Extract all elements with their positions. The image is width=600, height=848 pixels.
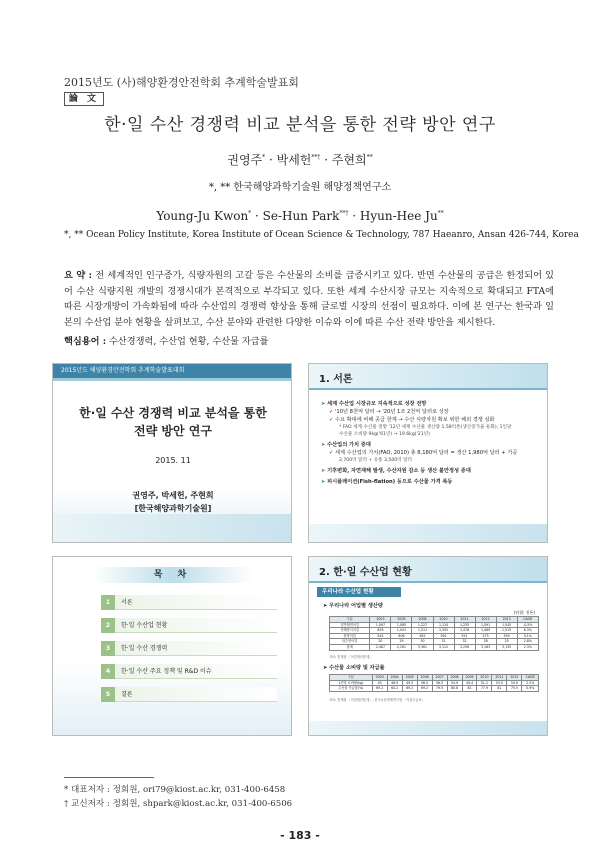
table-cell: 75.5 [507,686,522,692]
slide-main-title [53,404,292,440]
table-header-cell: 2012 [507,675,522,681]
slide-footer-decoration [309,524,548,542]
toc-item-number: 1 [101,595,115,610]
table-header-cell: CAGR [522,675,539,681]
toc-item [101,595,277,610]
table-cell: 56.5 [432,680,447,686]
abstract-text: 전 세계적인 인구증가, 식량자원의 고갈 등은 수산물의 소비를 급증시키고 있다. 반면 수산물의 공급은 한정되어 있어 수산 식량지원 개발의 경쟁시대가 본격적으로 부각되고 있다. 또한 세계 수산시장 규모는 지속적으로 확대되고 FTA에 따른 시장개방이 가속화됨에 따라 수산업의 경쟁력 향상을 통해 글로벌 시장의 선점이 필요하다. 이에 본 연구는 한국과 일본의 수산업 분야 현황을 살펴보고, 수산 분야와 관련한 다양한 이슈와 이에 따른 수산 전략 방안을 제시한다. [64,270,555,328]
author-3-en-mark: ** [437,210,444,217]
toc-item [101,641,277,656]
slide-introduction [308,363,548,543]
table1-unit: (단위: 천톤) [513,610,535,615]
table-cell: 69.2 [417,686,432,692]
affiliation-english: *, ** Ocean Policy Institute, Korea Institute of Ocean Science & Technology, 787 Haeanro, Ansan 426-744, Korea [64,230,579,240]
footnote-rule [64,777,154,778]
author-3: 주현희 [331,153,367,167]
intro-bullet-item: ✓ '10년 8천억 달러 → '20년 1조 2천억 달러로 성장 [321,408,543,416]
table-cell: 1,478 [454,628,475,634]
table-cell: 64.2 [387,686,402,692]
author-1-mark: * [262,154,266,161]
toc-item [101,618,277,633]
author-2-en-mark: **† [339,210,349,217]
table-cell: 천해양식어업 [330,628,370,634]
slide-author-names: 권영주, 박세헌, 주현희 [132,491,214,500]
affiliation-korean: *, ** 한국해양과학기술원 해양정책연구소 [208,182,392,193]
author-2-mark: **† [311,154,321,161]
slide-affiliation: [한국해양과학기술원] [134,504,212,513]
table-cell: 3,183 [475,644,496,650]
paper-title: 한·일 수산 경쟁력 비교 분석을 통한 전략 방안 연구 [104,115,496,135]
slide-header [309,364,548,390]
table-cell: 51.2 [477,680,492,686]
table1-caption-text: 우리나라 어업별 생산량 [329,603,383,609]
table2-source: 자료: 통계청 「어업생산통계」, 한국농촌경제연구원 「식품수급표」 [329,698,425,702]
table-cell: 54.9 [507,680,522,686]
intro-bullet-item: * FAO 세계 수산물 전망 '12년 세계 수산물 생산량 1.58억톤(생산증가율 둔화), 1인당 [339,425,512,430]
toc-item [101,664,277,679]
table-header-cell: 2011 [454,617,475,623]
table-cell: 54.9 [447,680,462,686]
toc-item-number: 2 [101,618,115,633]
toc-item [101,687,277,702]
table-header-cell: 구분 [330,675,373,681]
slide-header [309,557,548,583]
toc-item-label: 한·일 수산 주요 정책 및 R&D 이슈 [121,668,212,675]
author-3-mark: ** [366,154,373,161]
intro-bullet-item: ➤ 기후변화, 자연재해 발생, 수산자원 감소 등 생산 불안정성 증대 [321,467,543,475]
keywords-label: 핵심용어 : [64,336,107,347]
table-cell: 1,045 [496,622,517,628]
table-cell: 575 [475,633,496,639]
table-cell: 29 [391,639,412,645]
table-header-cell: 2008 [447,675,462,681]
table-cell: 1,511 [412,628,433,634]
slide-footer-decoration [309,721,548,735]
separator: · [348,209,360,223]
table-cell: 49.4 [462,680,477,686]
table-cell: 81 [462,686,477,692]
slide-status [308,556,548,736]
toc-item-label: 결론 [121,691,133,698]
table-cell: 1인당 소비량(kg) [330,680,373,686]
table-cell: 1,097 [370,622,391,628]
author-3-en: Hyun-Hee Ju [359,209,438,223]
intro-bullet-item: ➤ 세계 수산업 시장규모 지속적으로 성장 전망 [321,400,543,408]
table-cell: 내수면어업 [330,639,370,645]
table-cell: 45 [372,680,387,686]
author-1: 권영주 [227,153,263,167]
footnote-author: † 교신저자 : 정회원, shpark@kiost.ac.kr, 031-400-6506 [64,799,293,809]
table1-source: 자료: 통계청 「어업생산통계」 [329,655,373,659]
separator: · [320,153,332,167]
table-row [330,686,539,692]
slide-heading: 1. 서론 [319,374,353,385]
table-cell: 606 [391,633,412,639]
table-cell: 2,161 [391,644,412,650]
table-row [330,644,539,650]
table-cell: 6.3% [517,628,538,634]
table-header-cell: 2010 [477,675,492,681]
table2-caption: ➤ 수산물 소비량 및 자급률 [323,665,385,671]
table-cell: 1,489 [475,628,496,634]
table-cell: 3,112 [433,644,454,650]
intro-bullet-item: ➤ 수산업의 가치 증대 [321,441,543,449]
table-cell: 3,256 [454,644,475,650]
table1-caption: ➤ 우리나라 어업별 생산량 [323,603,383,609]
table-cell: 1,091 [475,622,496,628]
header-rule [309,388,548,390]
table-cell: 28 [475,639,496,645]
table-header-cell: 2005 [391,617,412,623]
slide-title-line-2: 전략 방안 연구 [134,424,212,438]
table-cell: 수산물 자급률(%) [330,686,373,692]
toc-item-label: 한·일 수산 경쟁력 [121,645,168,652]
intro-bullet-item: ✓ 수요 확대에 비해 공급 한계 → 수산 식량자원 확보 위한 해외 경쟁 심화 [321,416,543,424]
authors-korean [0,151,600,168]
slide-title-line-1: 한·일 수산 경쟁력 비교 분석을 통한 [79,406,267,420]
table-cell: 1,235 [454,622,475,628]
authors-english [0,209,600,223]
table-cell: 1,515 [496,628,517,634]
table-cell: 3,361 [412,644,433,650]
toc-item-label: 서론 [121,599,133,606]
table-cell: 49.5 [402,680,417,686]
abstract-label: 요 약 : [64,270,93,281]
table-cell: 1,227 [412,622,433,628]
separator: · [251,209,263,223]
table-cell: 2.8% [517,639,538,645]
keywords-text: 수산경쟁력, 수산업 현황, 수산물 자급률 [109,336,269,347]
table-cell: 합계 [330,644,370,650]
table-cell: 550 [496,633,517,639]
toc-item-number: 3 [101,641,115,656]
table-header-cell: 2004 [387,675,402,681]
slide-title [52,363,292,543]
table-cell: 826 [370,628,391,634]
toc-item-number: 5 [101,687,115,702]
slide-authors [53,489,292,515]
table-cell: 56.5 [417,680,432,686]
table-header-cell: 2010 [433,617,454,623]
table-cell: 1,041 [391,628,412,634]
table-cell: 일반해면어업 [330,622,370,628]
table-cell: 545 [370,633,391,639]
slide-header-stripe [53,378,292,381]
intro-bullet-item: ✓ 세계 수산업의 가치(FAO, 2010) 총 8,180억 달러 = 생산 1,980억 달러 + 가공 [321,449,543,457]
table-cell: 77.9 [477,686,492,692]
table-header-cell: 2011 [492,675,507,681]
table-cell: 31 [433,639,454,645]
author-2-en: Se-Hun Park [262,209,340,223]
table-cell: 0.9% [522,686,539,692]
header-rule [309,581,548,583]
table-cell: 3,135 [496,644,517,650]
table-cell: 69.2 [402,686,417,692]
table-header-cell: 2013 [496,617,517,623]
table-cell: 1,134 [433,622,454,628]
table-header-cell: 2008 [412,617,433,623]
table2-caption-text: 수산물 소비량 및 자급률 [329,665,385,671]
table-header-cell: 2006 [417,675,432,681]
table-cell: 2.3% [517,644,538,650]
table-cell: 652 [412,633,433,639]
toc-item-number: 4 [101,664,115,679]
table-cell: 32 [454,639,475,645]
table-cell: 1,355 [433,628,454,634]
keywords [64,333,269,347]
table-header-cell: 구분 [330,617,370,623]
table-cell: 79.5 [432,686,447,692]
table-cell: 592 [433,633,454,639]
footnote-corresponding: * 대표저자 : 정회원, ori79@kiost.ac.kr, 031-400-6458 [64,785,286,795]
table-cell: 20 [370,639,391,645]
slide-heading: 2. 한·일 수산업 현황 [319,567,412,578]
table-cell: -0.5% [517,622,538,628]
table-header-cell: 2007 [432,675,447,681]
article-type-badge: 論 文 [64,92,104,106]
intro-bullet-item: 수산물 소비량 9kg('61년) → 19.6kg('21년) [339,432,430,437]
table-cell: 2.2% [522,680,539,686]
table-header-cell: 2003 [372,675,387,681]
page-number: - 183 - [280,829,320,842]
toc-title: 목 차 [93,567,253,583]
table-cell: 25 [496,639,517,645]
intro-bullet-item: ➤ 피시플레이션(Fish-flation) 등으로 수산물 가격 폭등 [321,478,543,486]
table-header-cell: 2005 [402,675,417,681]
author-2: 박세헌 [276,153,312,167]
production-table [329,616,539,651]
slide-header-bar: 2015년도 해양환경안전학회 추계학술발표대회 [53,364,292,378]
abstract [64,268,554,330]
table-cell: 80.8 [447,686,462,692]
conference-name: 2015년도 (사)해양환경안전학회 추계학술발표회 [64,76,299,89]
intro-bullet-item: 2,700억 달러 + 유통 3,500억 달러 [339,458,412,463]
table-cell: 48.9 [387,680,402,686]
slide-date: 2015. 11 [155,456,191,465]
table-cell: 81 [492,686,507,692]
table-cell: 551 [454,633,475,639]
table-cell: 2,487 [370,644,391,650]
consumption-table [329,674,539,692]
table-cell: 1,085 [391,622,412,628]
table-header-cell: 2012 [475,617,496,623]
slide-subtitle: 우리나라 수산업 현황 [317,587,401,597]
table-cell: 53.5 [492,680,507,686]
table-header-cell: 2009 [462,675,477,681]
separator: · [265,153,277,167]
table-header-cell: CAGR [517,617,538,623]
slide-toc [52,556,292,736]
intro-bullet-list [321,397,543,486]
author-1-en-mark: * [248,210,252,217]
table-cell: 원양어업 [330,633,370,639]
table-cell: 30 [412,639,433,645]
toc-item-label: 한·일 수산업 현황 [121,622,168,629]
author-1-en: Young-Ju Kwon [156,209,249,223]
table-cell: 0.1% [517,633,538,639]
table-cell: 69.2 [372,686,387,692]
wave-decoration [53,514,292,543]
table-header-cell: 2003 [370,617,391,623]
